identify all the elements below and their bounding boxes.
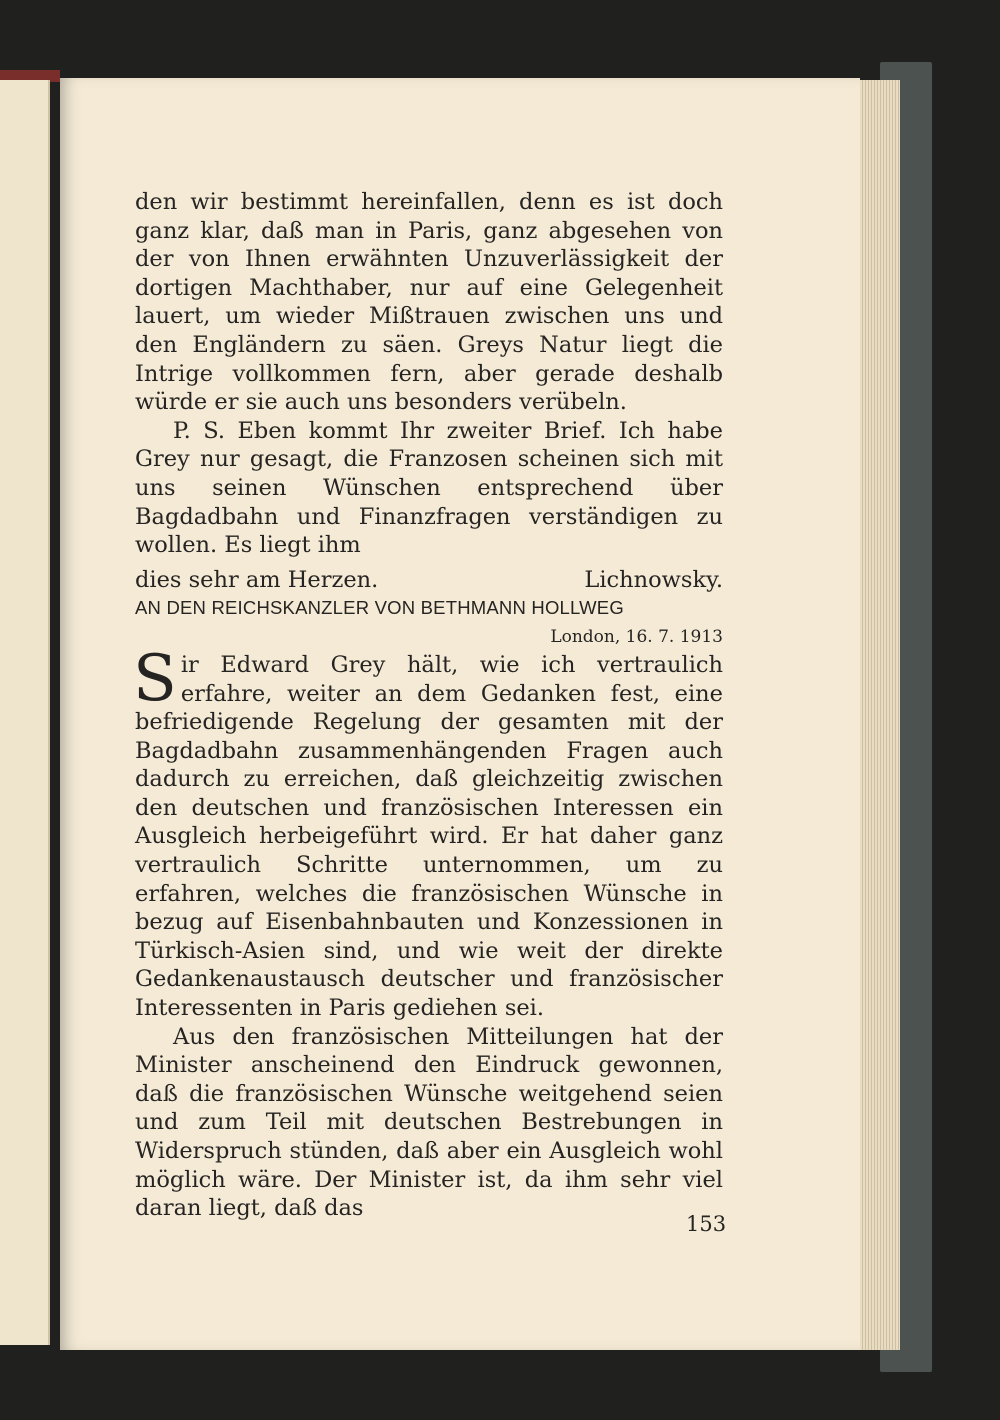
letter-paragraph-1: [133, 641, 723, 1023]
postscript-paragraph: P. S. Eben kommt Ihr zweiter Brief. Ich habe Grey nur gesagt, die Franzosen scheinen sich mit uns seinen Wünschen entsprechend über Bagdadbahn und Finanzfragen verständigen zu wollen. Es liegt ihm: [135, 417, 723, 559]
postscript-end: dies sehr am Herzen.: [135, 566, 379, 593]
left-page-edge: [0, 80, 50, 1345]
page-number: 153: [686, 1212, 727, 1236]
dateline: London, 16. 7. 1913: [550, 626, 723, 647]
postscript-closing: [135, 560, 723, 595]
letter-paragraph-1-text: ir Edward Grey hält, wie ich vertraulich erfahre, weiter an dem Gedanken fest, eine befriedigende Regelung der gesamten mit der Bagdadbahn zusammenhängenden Fragen auch dadurch zu erreichen, daß gleichzeitig zwischen den deutschen und französischen Interessen ein Ausgleich herbeigeführt wird. Er hat daher ganz vertraulich Schritte unternommen, um zu erfahren, welches die französischen Wünsche in bezug auf Eisenbahnbauten und Konzessionen in Türkisch-Asien sind, und wie weit der direkte Gedankenaustausch deutscher und französischer Interessenten in Paris gediehen sei.: [135, 651, 723, 1022]
drop-cap: S: [133, 641, 177, 716]
page-text: [135, 188, 723, 1223]
letter-paragraph-2: Aus den französischen Mitteilungen hat der Minister anscheinend den Eindruck gewonnen, daß die französischen Wünsche weitgehend seien und zum Teil mit deutschen Bestrebungen in Widerspruch stünden, daß aber ein Ausgleich wohl möglich wäre. Der Minister ist, da ihm sehr viel daran liegt, daß das: [135, 1023, 723, 1222]
letter-heading: AN DEN REICHSKANZLER VON BETHMANN HOLLWEG: [135, 597, 624, 619]
continuation-paragraph: den wir bestimmt hereinfallen, denn es ist doch ganz klar, daß man in Paris, ganz abgesehen von der von Ihnen erwähnten Unzuverlässigkeit der dortigen Machthaber, nur auf eine Gelegenheit lauert, um wieder Mißtrauen zwischen uns und den Engländern zu säen. Greys Natur liegt die Intrige vollkommen fern, aber gerade deshalb würde er sie auch uns besonders verübeln.: [135, 189, 723, 416]
signature: Lichnowsky.: [584, 566, 723, 593]
